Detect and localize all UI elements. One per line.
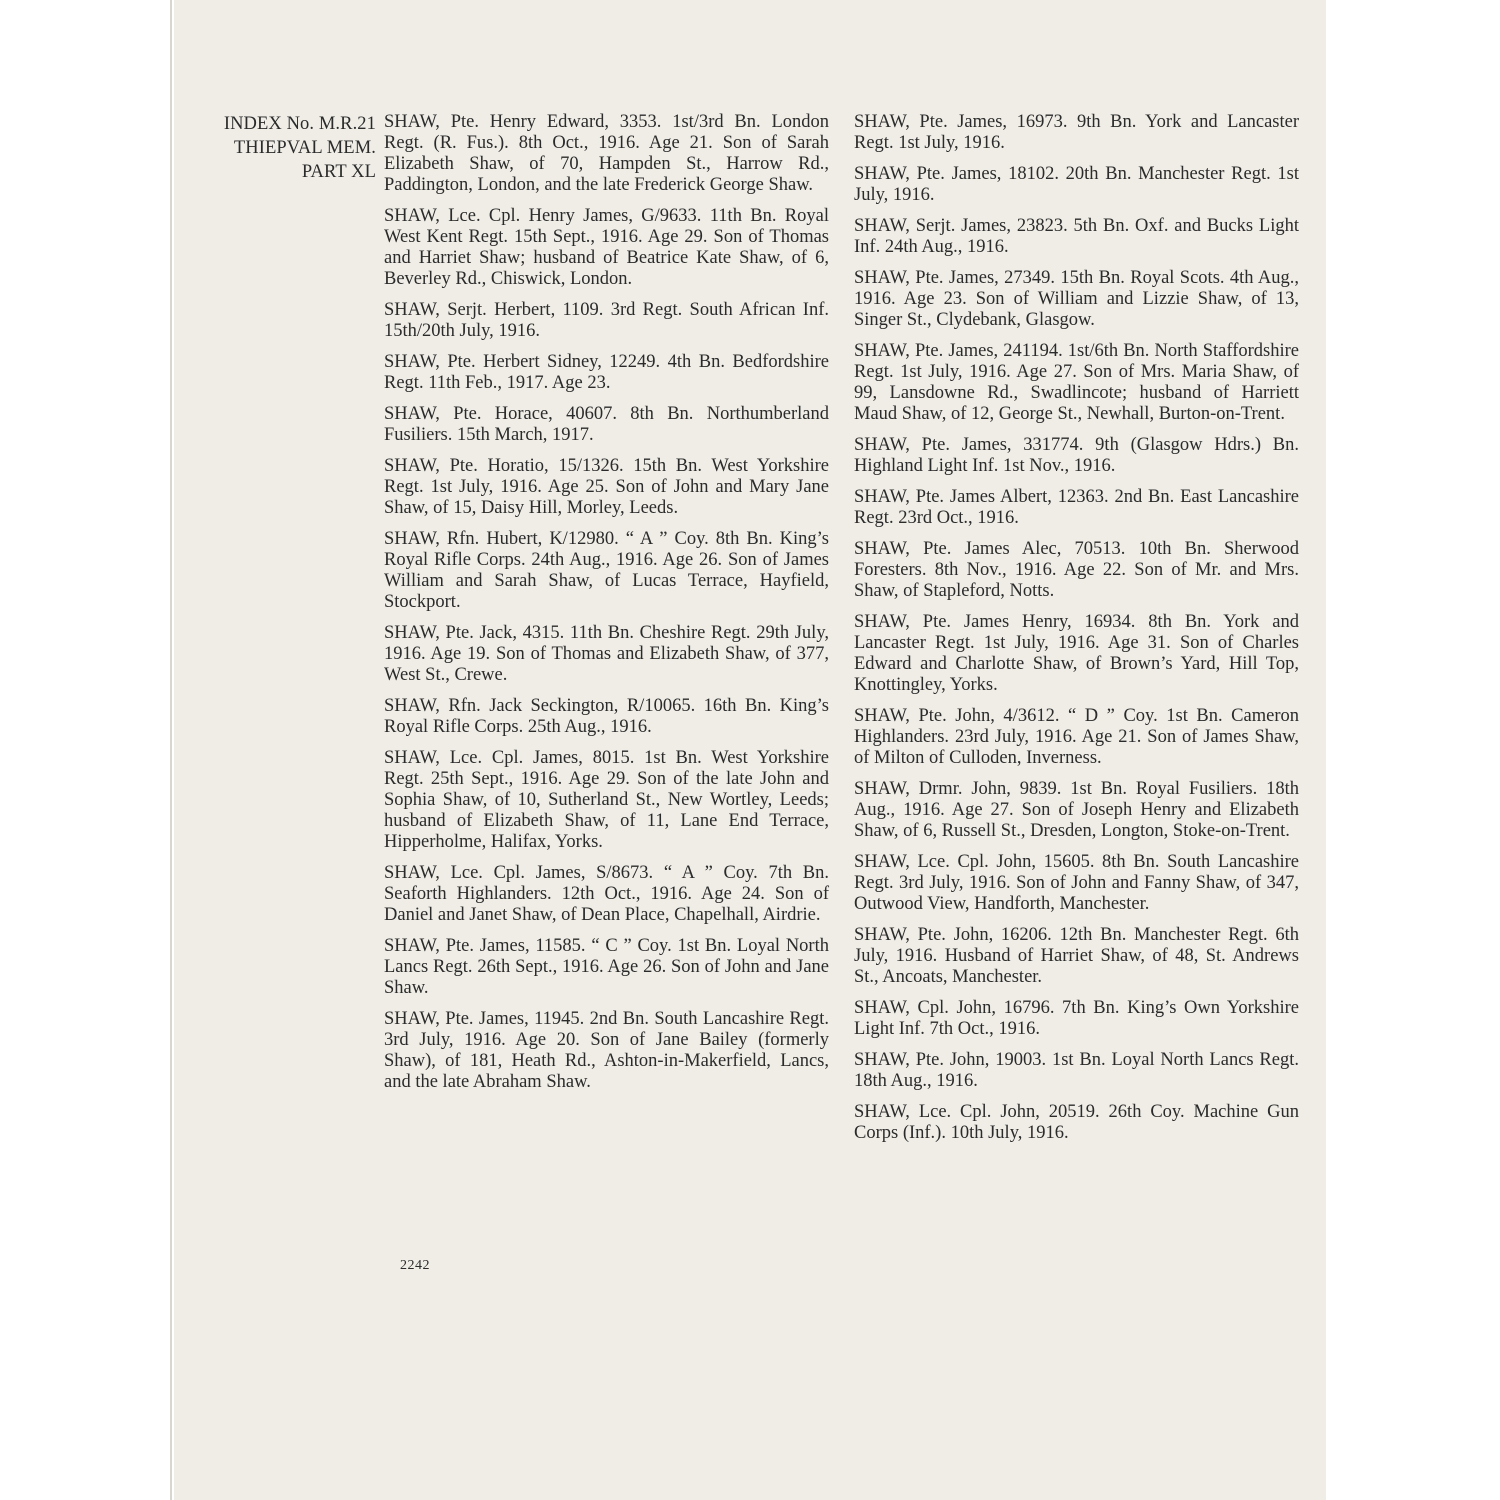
right-column [854,112,1299,1154]
casualty-entry: SHAW, Lce. Cpl. James, 8015. 1st Bn. West Yorkshire Regt. 25th Sept., 1916. Age 29. Son of the late John and Sophia Shaw, of 10, Sutherland St., New Wortley, Leeds; husband of Elizabeth Shaw, of 11, Lane End Terrace, Hipperholme, Halifax, Yorks. [384,748,829,852]
casualty-entry: SHAW, Lce. Cpl. John, 15605. 8th Bn. South Lancashire Regt. 3rd July, 1916. Son of John and Fanny Shaw, of 347, Outwood View, Handforth, Manchester. [854,852,1299,914]
casualty-entry: SHAW, Cpl. John, 16796. 7th Bn. King’s Own Yorkshire Light Inf. 7th Oct., 1916. [854,998,1299,1039]
casualty-entry: SHAW, Pte. Herbert Sidney, 12249. 4th Bn. Bedfordshire Regt. 11th Feb., 1917. Age 23. [384,352,829,393]
casualty-entry: SHAW, Serjt. James, 23823. 5th Bn. Oxf. and Bucks Light Inf. 24th Aug., 1916. [854,216,1299,257]
casualty-entry: SHAW, Pte. James, 18102. 20th Bn. Manchester Regt. 1st July, 1916. [854,164,1299,205]
casualty-entry: SHAW, Drmr. John, 9839. 1st Bn. Royal Fusiliers. 18th Aug., 1916. Age 27. Son of Joseph Henry and Elizabeth Shaw, of 6, Russell St., Dresden, Longton, Stoke-on-Trent. [854,779,1299,841]
casualty-entry: SHAW, Pte. James, 27349. 15th Bn. Royal Scots. 4th Aug., 1916. Age 23. Son of William and Lizzie Shaw, of 13, Singer St., Clydebank, Glasgow. [854,268,1299,330]
casualty-entry: SHAW, Lce. Cpl. James, S/8673. “ A ” Coy. 7th Bn. Seaforth Highlanders. 12th Oct., 1916. Age 24. Son of Daniel and Janet Shaw, of Dean Place, Chapelhall, Airdrie. [384,863,829,925]
casualty-entry: SHAW, Pte. Horatio, 15/1326. 15th Bn. West Yorkshire Regt. 1st July, 1916. Age 25. Son of John and Mary Jane Shaw, of 15, Daisy Hill, Morley, Leeds. [384,456,829,518]
page-number: 2242 [400,1258,430,1273]
part-number: PART XL [301,162,376,182]
index-reference [190,112,376,184]
casualty-entry: SHAW, Rfn. Hubert, K/12980. “ A ” Coy. 8th Bn. King’s Royal Rifle Corps. 24th Aug., 1916. Age 26. Son of James William and Sarah Shaw, of Lucas Terrace, Hayfield, Stockport. [384,529,829,612]
casualty-entry: SHAW, Serjt. Herbert, 1109. 3rd Regt. South African Inf. 15th/20th July, 1916. [384,300,829,341]
left-column [384,112,829,1103]
casualty-entry: SHAW, Pte. James Alec, 70513. 10th Bn. Sherwood Foresters. 8th Nov., 1916. Age 22. Son of Mr. and Mrs. Shaw, of Stapleford, Notts. [854,539,1299,601]
scan-margin-left [0,0,172,1500]
scan-margin-right [1326,0,1500,1500]
casualty-entry: SHAW, Pte. John, 19003. 1st Bn. Loyal North Lancs Regt. 18th Aug., 1916. [854,1050,1299,1091]
casualty-entry: SHAW, Pte. Horace, 40607. 8th Bn. Northumberland Fusiliers. 15th March, 1917. [384,404,829,445]
casualty-entry: SHAW, Pte. Henry Edward, 3353. 1st/3rd Bn. London Regt. (R. Fus.). 8th Oct., 1916. Age 21. Son of Sarah Elizabeth Shaw, of 70, Hampden St., Harrow Rd., Paddington, London, and the late Frederick George Shaw. [384,112,829,195]
casualty-entry: SHAW, Pte. John, 4/3612. “ D ” Coy. 1st Bn. Cameron Highlanders. 23rd July, 1916. Age 21. Son of James Shaw, of Milton of Culloden, Inverness. [854,706,1299,768]
casualty-entry: SHAW, Rfn. Jack Seckington, R/10065. 16th Bn. King’s Royal Rifle Corps. 25th Aug., 1916. [384,696,829,737]
casualty-entry: SHAW, Pte. James, 11585. “ C ” Coy. 1st Bn. Loyal North Lancs Regt. 26th Sept., 1916. Age 26. Son of John and Jane Shaw. [384,936,829,998]
casualty-entry: SHAW, Pte. James, 11945. 2nd Bn. South Lancashire Regt. 3rd July, 1916. Age 20. Son of Jane Bailey (formerly Shaw), of 181, Heath Rd., Ashton-in-Makerfield, Lancs, and the late Abraham Shaw. [384,1009,829,1092]
casualty-entry: SHAW, Pte. John, 16206. 12th Bn. Manchester Regt. 6th July, 1916. Husband of Harriet Shaw, of 48, St. Andrews St., Ancoats, Manchester. [854,925,1299,987]
index-number: INDEX No. M.R.21 [223,114,376,134]
casualty-entry: SHAW, Pte. James, 16973. 9th Bn. York and Lancaster Regt. 1st July, 1916. [854,112,1299,153]
casualty-entry: SHAW, Pte. James, 331774. 9th (Glasgow Hdrs.) Bn. Highland Light Inf. 1st Nov., 1916. [854,435,1299,476]
casualty-entry: SHAW, Pte. James Henry, 16934. 8th Bn. York and Lancaster Regt. 1st July, 1916. Age 31. Son of Charles Edward and Charlotte Shaw, of Brown’s Yard, Hill Top, Knottingley, Yorks. [854,612,1299,695]
casualty-entry: SHAW, Pte. James, 241194. 1st/6th Bn. North Staffordshire Regt. 1st July, 1916. Age 27. Son of Mrs. Maria Shaw, of 99, Lansdowne Rd., Swadlincote; husband of Harriett Maud Shaw, of 12, George St., Newhall, Burton-on-Trent. [854,341,1299,424]
casualty-entry: SHAW, Lce. Cpl. Henry James, G/9633. 11th Bn. Royal West Kent Regt. 15th Sept., 1916. Age 29. Son of Thomas and Harriet Shaw; husband of Beatrice Kate Shaw, of 6, Beverley Rd., Chiswick, London. [384,206,829,289]
casualty-entry: SHAW, Pte. Jack, 4315. 11th Bn. Cheshire Regt. 29th July, 1916. Age 19. Son of Thomas and Elizabeth Shaw, of 377, West St., Crewe. [384,623,829,685]
casualty-entry: SHAW, Pte. James Albert, 12363. 2nd Bn. East Lancashire Regt. 23rd Oct., 1916. [854,487,1299,528]
memorial-name: THIEPVAL MEM. [233,138,376,158]
casualty-entry: SHAW, Lce. Cpl. John, 20519. 26th Coy. Machine Gun Corps (Inf.). 10th July, 1916. [854,1102,1299,1143]
